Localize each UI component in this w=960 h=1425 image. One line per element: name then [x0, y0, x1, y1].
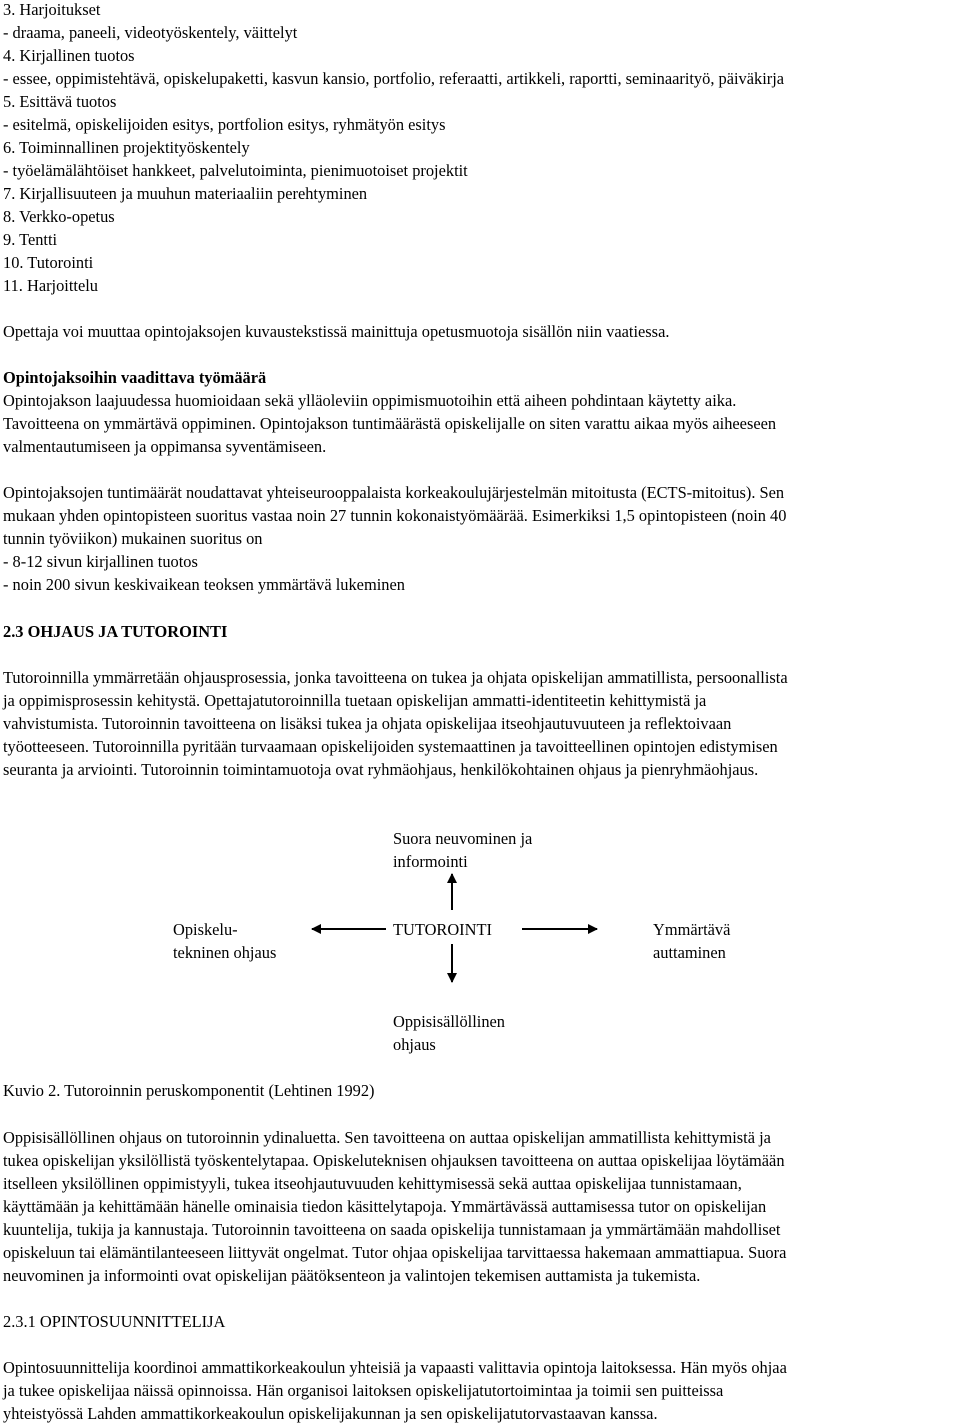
diagram-right-label: Ymmärtävä — [653, 920, 731, 939]
list-item: 7. Kirjallisuuteen ja muuhun materiaaliin perehtyminen — [3, 184, 368, 203]
ects-line: - noin 200 sivun keskivaikean teoksen ymmärtävä lukeminen — [3, 575, 405, 594]
diagram-top-label: informointi — [393, 852, 468, 871]
ects-line: mukaan yhden opintopisteen suoritus vastaa noin 27 tunnin kokonaistyömäärää. Esimerkiksi 1,5 opintopisteen (noin 40 — [3, 506, 787, 525]
core-line: Oppisisällöllinen ohjaus on tutoroinnin ydinaluetta. Sen tavoitteena on auttaa opiskelijan ammatillista kehittymistä ja — [3, 1128, 771, 1147]
diagram-right-label: auttaminen — [653, 943, 726, 962]
diagram-bottom-label: ohjaus — [393, 1035, 436, 1054]
list-item: 5. Esittävä tuotos — [3, 92, 117, 111]
list-item: 8. Verkko-opetus — [3, 207, 115, 226]
core-line: itselleen yksilöllinen oppimistyyli, tukea itseohjautuvuuden kehittymisessä sekä auttaa opiskelijaa tunnistamaan, — [3, 1174, 742, 1193]
list-item: 11. Harjoittelu — [3, 276, 98, 295]
core-line: tukea opiskelijan yksilöllistä työskentelytapaa. Opiskeluteknisen ohjauksen tavoitteena on auttaa opiskelijaa löytämään — [3, 1151, 785, 1170]
section-heading: 2.3 OHJAUS JA TUTOROINTI — [3, 622, 228, 641]
ects-line: tunnin työviikon) mukainen suoritus on — [3, 529, 263, 548]
tutoring-line: Tutoroinnilla ymmärretään ohjausprosessia, jonka tavoitteena on tukea ja ohjata opiskelijan ammatillista, persoonallista — [3, 668, 788, 687]
diagram-top-label: Suora neuvominen ja — [393, 829, 533, 848]
tutoring-line: vahvistumista. Tutoroinnin tavoitteena on lisäksi tukea ja ohjata opiskelijaa itseohjautuvuuteen ja reflektoivaan — [3, 714, 732, 733]
core-line: opiskeluun tai elämäntilanteeseen liittyvät ongelmat. Tutor ohjaa opiskelijaa tarvittaessa hakemaan ammattiapua. Suora — [3, 1243, 787, 1262]
diagram-left-label: tekninen ohjaus — [173, 943, 277, 962]
ects-line: - 8-12 sivun kirjallinen tuotos — [3, 552, 198, 571]
workload-line: valmentautumiseen ja oppimansa syventämiseen. — [3, 437, 327, 456]
diagram-left-label: Opiskelu- — [173, 920, 238, 939]
tutoring-line: seuranta ja arviointi. Tutoroinnin toimintamuotoja ovat ryhmäohjaus, henkilökohtainen ohjaus ja pienryhmäohjaus. — [3, 760, 759, 779]
list-item: 9. Tentti — [3, 230, 58, 249]
list-item: - työelämälähtöiset hankkeet, palvelutoiminta, pienimuotoiset projektit — [3, 161, 468, 180]
ects-line: Opintojaksojen tuntimäärät noudattavat yhteiseurooppalaista korkeakoulujärjestelmän mitoitusta (ECTS-mitoitus). Sen — [3, 483, 785, 502]
list-item: - draama, paneeli, videotyöskentely, väittelyt — [3, 23, 298, 42]
list-item: 4. Kirjallinen tuotos — [3, 46, 135, 65]
list-item: 10. Tutorointi — [3, 253, 94, 272]
core-line: kuuntelija, tukija ja kannustaja. Tutoroinnin tavoitteena on saada opiskelija tunnistamaan ja ymmärtämään mahdolliset — [3, 1220, 781, 1239]
subsection-heading: 2.3.1 OPINTOSUUNNITTELIJA — [3, 1312, 226, 1331]
diagram-center-label: TUTOROINTI — [393, 920, 492, 939]
figure-caption: Kuvio 2. Tutoroinnin peruskomponentit (Lehtinen 1992) — [3, 1081, 375, 1100]
list-item: - essee, oppimistehtävä, opiskelupaketti, kasvun kansio, portfolio, referaatti, artikkeli, raportti, seminaarityö, päiväkirja — [3, 69, 785, 88]
core-line: käyttämään ja kehittämään hänelle ominaisia tiedon käsittelytapoja. Ymmärtävässä auttamisessa tutor on opiskelijan — [3, 1197, 767, 1216]
tutoring-line: ja oppimisprosessin kehitystä. Opettajatutoroinnilla tuetaan opiskelijan ammatti-identiteetin kehittymistä ja — [3, 691, 707, 710]
list-item: 6. Toiminnallinen projektityöskentely — [3, 138, 250, 157]
planner-line: Opintosuunnittelija koordinoi ammattikorkeakoulun yhteisiä ja vapaasti valittavia opintoja laitoksessa. Hän myös ohjaa — [3, 1358, 787, 1377]
core-line: neuvominen ja informointi ovat opiskelijan päätöksenteon ja valintojen tekemisen auttamista ja tukemista. — [3, 1266, 701, 1285]
list-item: - esitelmä, opiskelijoiden esitys, portfolion esitys, ryhmätyön esitys — [3, 115, 446, 134]
teacher-note: Opettaja voi muuttaa opintojaksojen kuvaustekstissä mainittuja opetusmuotoja sisällön niin vaatiessa. — [3, 322, 670, 341]
workload-line: Opintojakson laajuudessa huomioidaan sekä ylläoleviin oppimismuotoihin että aiheen pohdintaan käytetty aika. — [3, 391, 737, 410]
workload-line: Tavoitteena on ymmärtävä oppiminen. Opintojakson tuntimäärästä opiskelijalle on siten varattu aikaa myös aiheeseen — [3, 414, 777, 433]
planner-line: yhteistyössä Lahden ammattikorkeakoulun opiskelijakunnan ja sen opiskelijatutorvastaavan kanssa. — [3, 1404, 658, 1423]
diagram-bottom-label: Oppisisällöllinen — [393, 1012, 505, 1031]
planner-line: ja tukee opiskelijaa näissä opinnoissa. Hän organisoi laitoksen opiskelijatutortoimintaa ja toimii sen puitteissa — [3, 1381, 724, 1400]
workload-heading: Opintojaksoihin vaadittava työmäärä — [3, 368, 267, 387]
list-item: 3. Harjoitukset — [3, 0, 101, 19]
tutoring-line: työotteeseen. Tutoroinnilla pyritään turvaamaan opiskelijoiden systemaattinen ja tavoitteellinen opintojen edistymisen — [3, 737, 778, 756]
